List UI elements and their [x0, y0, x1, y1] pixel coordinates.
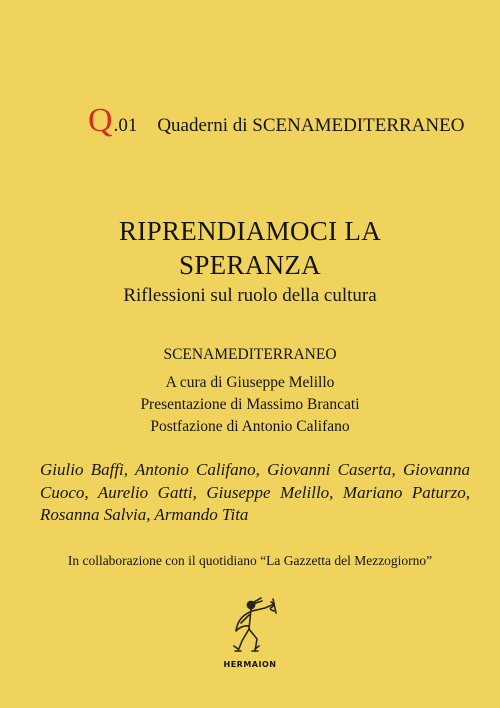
curator-credit: A cura di Giuseppe Melillo: [165, 374, 335, 391]
afterword-credit: Postfazione di Antonio Califano: [150, 418, 350, 435]
publisher-label: SCENAMEDITERRANEO: [163, 346, 337, 363]
series-header: [88, 104, 464, 138]
collaboration-note: In collaborazione con il quotidiano “La Gazzetta del Mezzogiorno”: [67, 553, 433, 568]
hermes-figure-icon: [218, 595, 288, 661]
title-block: [0, 214, 500, 308]
authors-list: Giulio Baffi, Antonio Califano, Giovanni Caserta, Giovanna Cuoco, Aurelio Gatti, Giuseppe Melillo, Mariano Paturzo, Rosanna Salvia, Armando Tita: [40, 460, 470, 524]
publisher-logo-text: HERMAION: [223, 660, 277, 669]
series-letter: Q: [88, 102, 113, 139]
series-name: Quaderni di SCENAMEDITERRANEO: [157, 115, 465, 136]
presentation-credit: Presentazione di Massimo Brancati: [140, 396, 360, 413]
book-subtitle: Riflessioni sul ruolo della cultura: [123, 285, 377, 306]
book-title-line-2: SPERANZA: [179, 250, 321, 280]
book-title-line-1: RIPRENDIAMOCI LA: [118, 216, 382, 246]
credits-block: [0, 346, 500, 438]
series-number: .01: [113, 115, 138, 136]
